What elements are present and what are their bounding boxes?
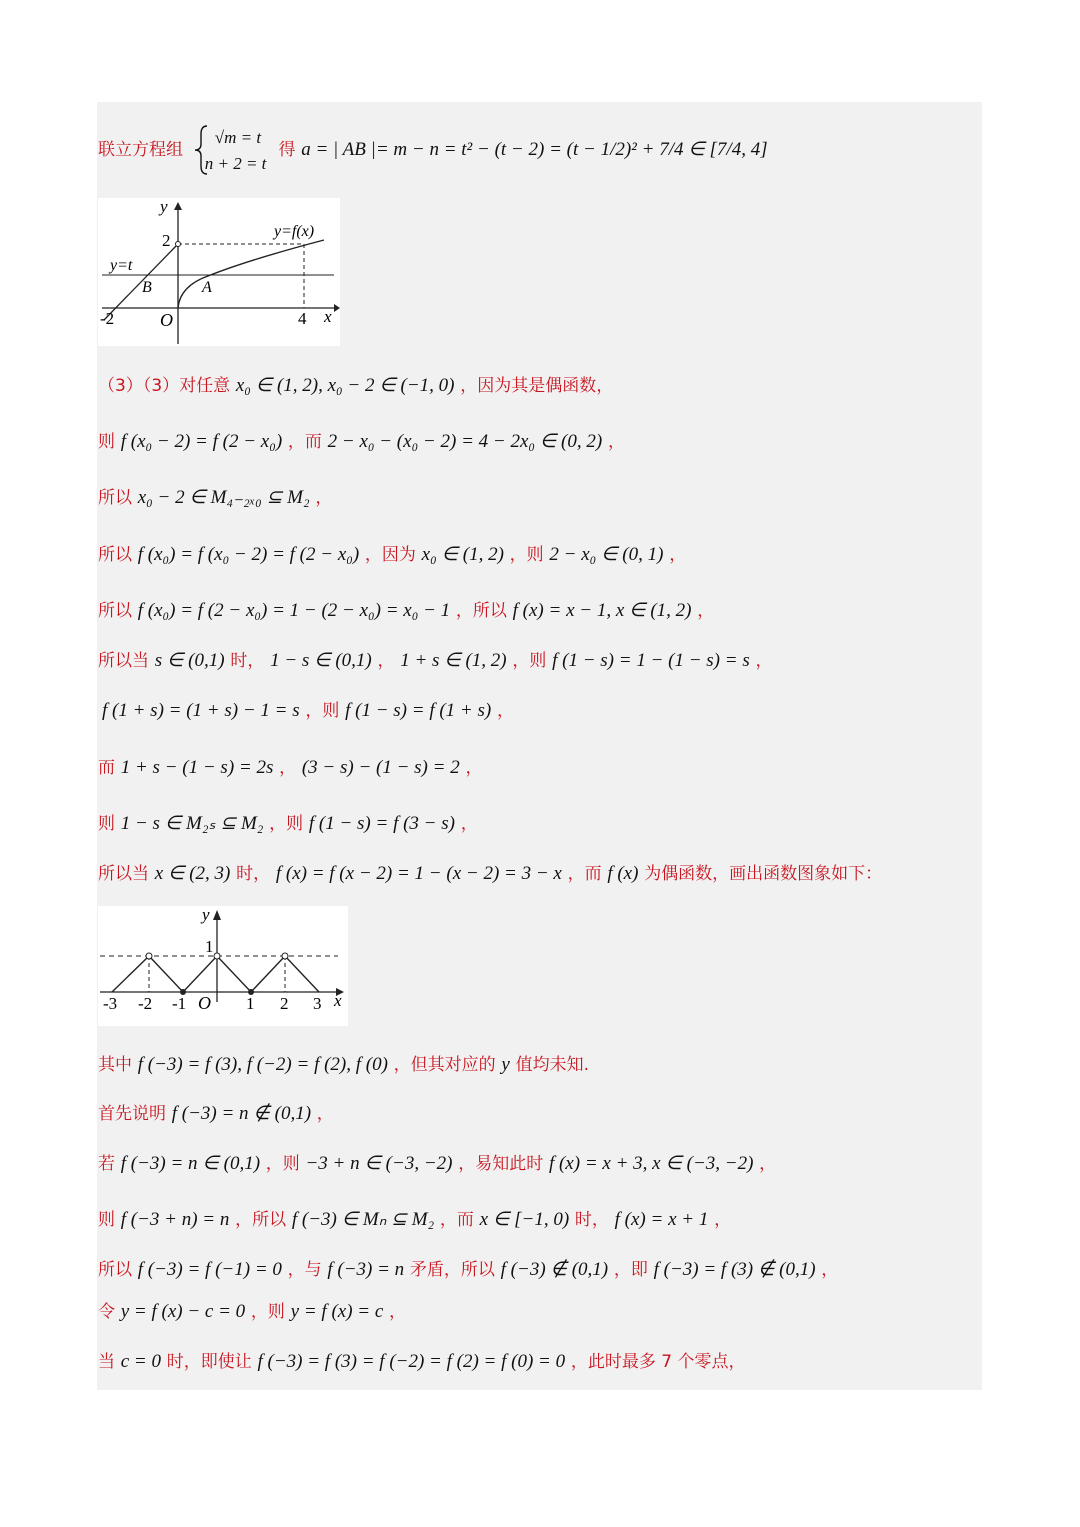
text: ，即 bbox=[613, 1260, 648, 1280]
y-tick-1: 1 bbox=[205, 937, 214, 956]
text: 所以 bbox=[98, 1260, 132, 1280]
line-18 bbox=[98, 1348, 746, 1376]
text: ，而 bbox=[439, 1210, 474, 1230]
text: ，则 bbox=[305, 701, 340, 721]
point-a-label: A bbox=[202, 279, 212, 296]
text: 首先说明 bbox=[98, 1104, 166, 1124]
formula: f (−3) = f (3) = f (−2) = f (2) = f (0) = 0 bbox=[257, 1351, 566, 1372]
text: 所以当 bbox=[98, 651, 149, 671]
line-5 bbox=[98, 541, 686, 569]
line-2 bbox=[98, 372, 613, 400]
formula: y = f (x) = c bbox=[290, 1301, 384, 1322]
system-eq-2: n + 2 = t bbox=[204, 154, 267, 173]
curve-f bbox=[178, 240, 324, 308]
text: 则 bbox=[98, 1210, 115, 1230]
formula: f (−3) = n bbox=[327, 1259, 405, 1280]
open-point bbox=[214, 953, 220, 959]
x-tick: 2 bbox=[280, 994, 289, 1013]
line-11 bbox=[98, 860, 882, 888]
text: ， bbox=[821, 1260, 839, 1280]
line-10 bbox=[98, 810, 478, 838]
text: ， bbox=[607, 432, 625, 452]
line-8 bbox=[102, 697, 514, 725]
text: ，因为其是偶函数， bbox=[460, 376, 614, 396]
tick-neg2: -2 bbox=[100, 309, 115, 328]
text: ， bbox=[755, 651, 773, 671]
formula: f (−3) = f (3) ∉ (0,1) bbox=[653, 1259, 816, 1280]
text: 时， bbox=[236, 864, 271, 884]
curve-label: y=f(x) bbox=[274, 223, 315, 240]
x-axis-arrow bbox=[334, 304, 340, 312]
text: 若 bbox=[98, 1154, 115, 1174]
x-tick: -1 bbox=[172, 994, 187, 1013]
text: ，但其对应的 bbox=[393, 1055, 496, 1075]
formula: 1 − s ∈ (0,1) bbox=[270, 650, 372, 671]
text: ， bbox=[697, 601, 715, 621]
text: ， bbox=[714, 1210, 732, 1230]
x-tick: 1 bbox=[246, 994, 255, 1013]
formula: f (x₀) = f (2 − x₀) = 1 − (2 − x₀) = x₀ − 1 bbox=[137, 600, 451, 621]
text: ，而 bbox=[287, 432, 322, 452]
y-axis-arrow bbox=[213, 910, 221, 920]
formula: 2 − x₀ − (x₀ − 2) = 4 − 2x₀ ∈ (0, 2) bbox=[327, 431, 603, 452]
line-13 bbox=[98, 1100, 334, 1128]
formula: f (−3 + n) = n bbox=[120, 1209, 230, 1230]
open-point bbox=[146, 953, 152, 959]
text: 所以当 bbox=[98, 864, 149, 884]
figure-2-svg bbox=[98, 906, 348, 1026]
formula: f (x₀ − 2) = f (2 − x₀) bbox=[120, 431, 283, 452]
text: 则 bbox=[98, 432, 115, 452]
text: 而 bbox=[98, 758, 115, 778]
formula: x₀ − 2 ∈ M₄₋₂ₓ₀ ⊆ M₂ bbox=[137, 487, 310, 508]
point-b-label: B bbox=[142, 279, 152, 296]
formula: f (x) = x + 3, x ∈ (−3, −2) bbox=[548, 1153, 754, 1174]
line-12 bbox=[98, 1051, 589, 1079]
formula: f (−3) ∉ (0,1) bbox=[500, 1259, 609, 1280]
text: ，而 bbox=[567, 864, 602, 884]
formula: f (−3) = n ∈ (0,1) bbox=[120, 1153, 261, 1174]
text: ， bbox=[389, 1302, 407, 1322]
line-label: y=t bbox=[110, 257, 133, 274]
formula: (3 − s) − (1 − s) = 2 bbox=[301, 757, 460, 778]
text: 其中 bbox=[98, 1055, 132, 1075]
line-17 bbox=[98, 1298, 406, 1326]
y-label: y bbox=[160, 198, 168, 216]
formula: 1 − s ∈ M₂ₛ ⊆ M₂ bbox=[120, 813, 264, 834]
text: 所以 bbox=[98, 545, 132, 565]
text: 矛盾，所以 bbox=[409, 1260, 495, 1280]
line-14 bbox=[98, 1150, 776, 1178]
formula: f (−3) = f (3), f (−2) = f (2), f (0) bbox=[137, 1054, 388, 1075]
open-point bbox=[282, 953, 288, 959]
figure-2-graph bbox=[98, 906, 348, 1026]
origin-label: O bbox=[198, 993, 211, 1013]
formula: y bbox=[501, 1054, 510, 1075]
open-point bbox=[176, 242, 181, 247]
formula: f (1 − s) = f (1 + s) bbox=[345, 700, 492, 721]
line-1 bbox=[98, 122, 768, 178]
line-9 bbox=[98, 754, 482, 782]
formula: 2 − x₀ ∈ (0, 1) bbox=[549, 544, 664, 565]
formula: x ∈ (2, 3) bbox=[154, 863, 231, 884]
text: ，则 bbox=[509, 545, 544, 565]
x-tick: -3 bbox=[103, 994, 118, 1013]
formula: x₀ ∈ (1, 2), x₀ − 2 ∈ (−1, 0) bbox=[235, 375, 455, 396]
text: 则 bbox=[98, 814, 115, 834]
y-axis-arrow bbox=[174, 202, 182, 210]
tick-4: 4 bbox=[298, 309, 307, 328]
text: 得 bbox=[278, 140, 296, 160]
text: 当 bbox=[98, 1352, 115, 1372]
text: ，所以 bbox=[235, 1210, 287, 1230]
x-label: x bbox=[334, 991, 342, 1010]
text: ， bbox=[496, 701, 514, 721]
text: ，则 bbox=[269, 814, 304, 834]
line-16 bbox=[98, 1256, 838, 1284]
text: 为偶函数，画出函数图象如下： bbox=[644, 864, 883, 884]
system-eq-1: √m = t bbox=[214, 128, 262, 147]
text: ，易知此时 bbox=[458, 1154, 544, 1174]
text: ，则 bbox=[250, 1302, 285, 1322]
zigzag-graph bbox=[112, 956, 319, 992]
text: ，因为 bbox=[364, 545, 416, 565]
text: ， bbox=[759, 1154, 777, 1174]
text: ，与 bbox=[287, 1260, 322, 1280]
formula: f (1 + s) = (1 + s) − 1 = s bbox=[102, 700, 300, 721]
formula: x₀ ∈ (1, 2) bbox=[421, 544, 504, 565]
formula: f (−3) = f (−1) = 0 bbox=[137, 1259, 282, 1280]
formula: f (−3) ∈ Mₙ ⊆ M₂ bbox=[291, 1209, 435, 1230]
x-tick: 3 bbox=[313, 994, 322, 1013]
formula: f (x) bbox=[607, 863, 639, 884]
formula: 1 + s − (1 − s) = 2s bbox=[120, 757, 274, 778]
line-15 bbox=[98, 1206, 731, 1234]
text: 令 bbox=[98, 1302, 115, 1322]
figure-1-graph bbox=[98, 198, 340, 346]
text: 所以 bbox=[98, 488, 132, 508]
formula: f (x) = x − 1, x ∈ (1, 2) bbox=[512, 600, 692, 621]
text: ， bbox=[279, 758, 297, 778]
formula: a = | AB |= m − n = t² − (t − 2) = (t − 1/2)² + 7/4 ∈ [7/4, 4] bbox=[301, 139, 768, 160]
text: 时， bbox=[230, 651, 265, 671]
line-3 bbox=[98, 428, 625, 456]
x-tick: -2 bbox=[138, 994, 153, 1013]
text: ， bbox=[460, 814, 478, 834]
text: ， bbox=[316, 1104, 334, 1124]
formula: f (−3) = n ∉ (0,1) bbox=[171, 1103, 312, 1124]
formula: f (x) = x + 1 bbox=[614, 1209, 709, 1230]
text: 值均未知. bbox=[515, 1055, 589, 1075]
origin-label: O bbox=[160, 310, 173, 330]
formula: x ∈ [−1, 0) bbox=[479, 1209, 570, 1230]
text: ，所以 bbox=[455, 601, 507, 621]
x-label: x bbox=[324, 307, 332, 326]
equation-system bbox=[193, 122, 273, 178]
text: ， bbox=[465, 758, 483, 778]
tick-2: 2 bbox=[162, 231, 171, 250]
text: 所以 bbox=[98, 601, 132, 621]
formula: 1 + s ∈ (1, 2) bbox=[400, 650, 507, 671]
formula: y = f (x) − c = 0 bbox=[120, 1301, 246, 1322]
formula: c = 0 bbox=[120, 1351, 161, 1372]
text: ， bbox=[315, 488, 333, 508]
text: 时，即使让 bbox=[166, 1352, 252, 1372]
formula: f (1 − s) = 1 − (1 − s) = s bbox=[552, 650, 750, 671]
figure-1-svg bbox=[98, 198, 340, 346]
line-7 bbox=[98, 647, 772, 675]
line-6 bbox=[98, 597, 714, 625]
formula: f (1 − s) = f (3 − s) bbox=[308, 813, 455, 834]
text: ， bbox=[377, 651, 395, 671]
text: 联立方程组 bbox=[98, 140, 183, 160]
formula: −3 + n ∈ (−3, −2) bbox=[305, 1153, 453, 1174]
text: ， bbox=[669, 545, 687, 565]
formula: f (x) = f (x − 2) = 1 − (x − 2) = 3 − x bbox=[275, 863, 562, 884]
text: ，此时最多 7 个零点， bbox=[570, 1352, 746, 1372]
y-label: y bbox=[202, 906, 210, 924]
line-4 bbox=[98, 484, 332, 512]
text: （3）（3）对任意 bbox=[98, 376, 231, 396]
text: 时， bbox=[574, 1210, 609, 1230]
text: ，则 bbox=[265, 1154, 300, 1174]
formula: f (x₀) = f (x₀ − 2) = f (2 − x₀) bbox=[137, 544, 360, 565]
text: ，则 bbox=[512, 651, 547, 671]
formula: s ∈ (0,1) bbox=[154, 650, 225, 671]
